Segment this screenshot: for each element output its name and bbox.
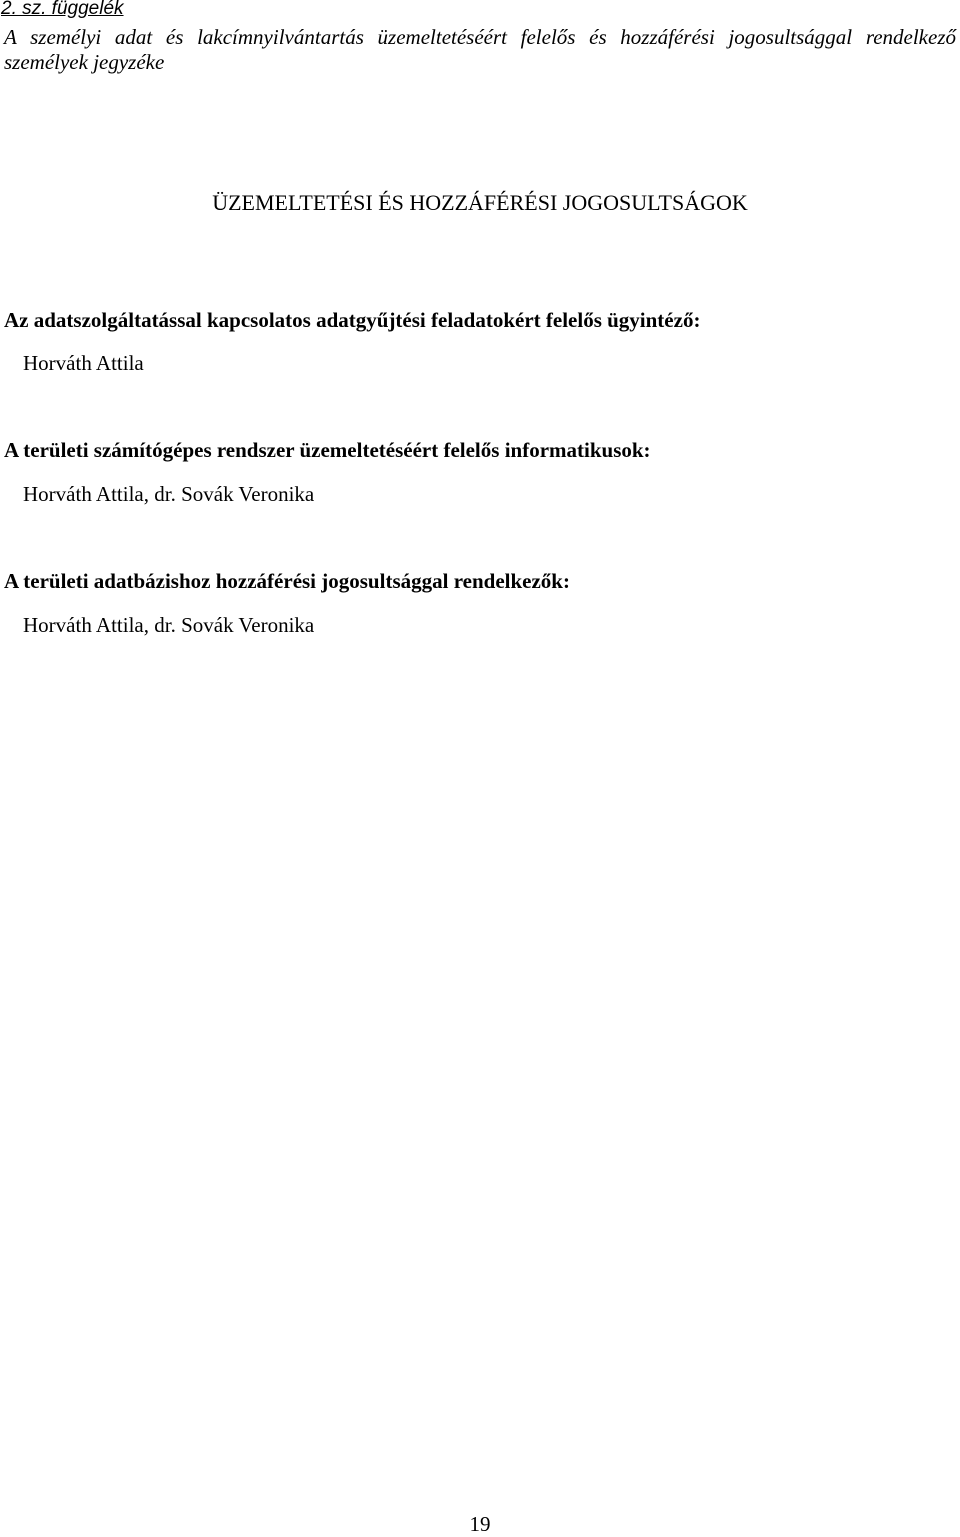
page-number: 19 — [469, 1512, 491, 1536]
appendix-label: 2. sz. függelék — [1, 0, 124, 19]
section-value-adatgyujtes: Horváth Attila — [23, 351, 144, 375]
section-value-hozzaferes: Horváth Attila, dr. Sovák Veronika — [23, 613, 315, 637]
section-label-hozzaferes: A területi adatbázishoz hozzáférési jogosultsággal rendelkezők: — [4, 569, 570, 593]
main-heading: ÜZEMELTETÉSI ÉS HOZZÁFÉRÉSI JOGOSULTSÁGOK — [212, 190, 748, 215]
section-value-informatikusok: Horváth Attila, dr. Sovák Veronika — [23, 482, 315, 506]
section-label-adatgyujtes: Az adatszolgáltatással kapcsolatos adatgyűjtési feladatokért felelős ügyintéző: — [4, 308, 701, 332]
section-label-informatikusok: A területi számítógépes rendszer üzemeltetéséért felelős informatikusok: — [4, 438, 651, 462]
appendix-title: A személyi adat és lakcímnyilvántartás üzemeltetéséért felelős és hozzáférési jogosultsággal rendelkező személyek jegyzéke — [4, 25, 956, 74]
